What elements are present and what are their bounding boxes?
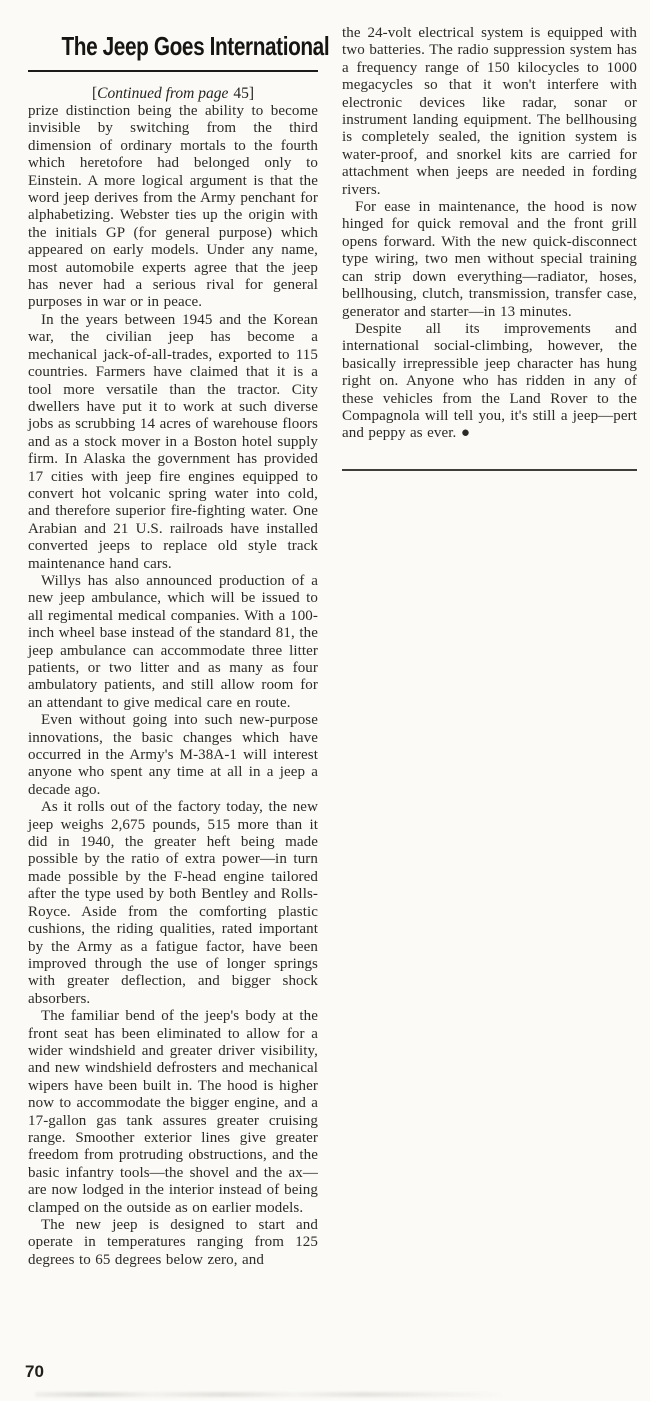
paragraph-right-3: Despite all its improvements and international social-climbing, however, the basically irrepressible jeep character has hung right on. Anyone who has ridden in any of these vehicles from the Land Rover to the Compagnola will tell you, it's still a jeep—pert and peppy as ever. ● (342, 320, 637, 442)
scan-noise-artifact (35, 1392, 505, 1397)
left-column (28, 30, 330, 1269)
paragraph-left-5: As it rolls out of the factory today, the new jeep weighs 2,675 pounds, 515 more than it did in 1940, the greater heft being made possible by the ratio of extra power—in turn made possible by the F-head engine tailored after the type used by both Bentley and Rolls-Royce. Aside from the comforting plastic cushions, the riding qualities, rated important by the Army as a fatigue factor, have been improved through the use of longer springs with greater deflection, and bigger shock absorbers. (28, 799, 318, 1007)
paragraph-left-7: The new jeep is designed to start and operate in temperatures ranging from 125 degrees to 65 degrees below zero, and (28, 1217, 318, 1268)
title-rule (28, 70, 318, 72)
paragraph-right-1: the 24-volt electrical system is equipped with two batteries. The radio suppression system has a frequency range of 150 kilocycles to 1000 megacycles so that it won't interfere with electronic devices like radar, sonar or instrument landing equipment. The bellhousing is completely sealed, the ignition system is water-proof, and snorkel kits are carried for attachment when jeeps are needed in fording rivers. (342, 25, 637, 198)
paragraph-left-4: Even without going into such new-purpose innovations, the basic changes which have occurred in the Army's M-38A-1 will interest anyone who spent any time at all in a jeep a decade ago. (28, 712, 318, 798)
continued-close-bracket: ] (248, 85, 254, 102)
article-header (28, 30, 330, 62)
paragraph-left-3: Willys has also announced production of a new jeep ambulance, which will be issued to all regimental medical companies. With a 100-inch wheel base instead of the standard 81, the jeep ambulance can accommodate three litter patients, or two litter and as many as four ambulatory patients, and still allow room for an attendant to give medical care en route. (28, 572, 318, 711)
continued-text: Continued from page (97, 85, 229, 102)
right-column (342, 25, 637, 479)
page-number: 70 (25, 1362, 44, 1381)
paragraph-left-2: In the years between 1945 and the Korean war, the civilian jeep has become a mechanical jack-of-all-trades, exported to 115 countries. Farmers have claimed that it is a tool more versatile than the tractor. City dwellers have put it to work at such diverse jobs as scrubbing 14 acres of warehouse floors and as a stock mover in a Boston hotel supply firm. In Alaska the government has provided 17 cities with jeep fire engines equipped to convert hot volcanic spring water into cold, and therefore superior fire-fighting water. One Arabian and 21 U.S. railroads have installed converted jeeps to replace old style track maintenance hand cars. (28, 311, 318, 572)
continued-open-bracket: [ (91, 85, 98, 102)
continued-page-number: 45 (233, 85, 249, 102)
paragraph-right-2: For ease in maintenance, the hood is now hinged for quick removal and the front grill opens forward. With the new quick-disconnect type wiring, two men without special training can strip down everything—radiator, hoses, bellhousing, clutch, transmission, transfer case, generator and starter—in 13 minutes. (342, 199, 637, 320)
article-title: The Jeep Goes International (61, 31, 330, 61)
paragraph-left-1: prize distinction being the ability to become invisible by switching from the third dimension of ordinary mortals to the fourth which heretofore had belonged only to Einstein. A more logical argument is that the word jeep derives from the Army penchant for alphabetizing. Webster ties up the origin with the initials GP (for general purpose) which appeared on early models. Under any name, most automobile experts agree that the jeep has never had a serious rival for general purposes in war or in peace. (28, 103, 318, 311)
paragraph-left-6: The familiar bend of the jeep's body at the front seat has been eliminated to allow for a wider windshield and greater driver visibility, and new windshield defrosters and mechanical wipers have been built in. The hood is higher now to accommodate the bigger engine, and a 17-gallon gas tank assures greater cruising range. Smoother exterior lines give greater freedom from protruding obstructions, and the basic infantry tools—the shovel and the ax—are now lodged in the interior instead of being clamped on the outside as on earlier models. (28, 1008, 318, 1216)
end-of-article-rule (342, 469, 637, 471)
continued-note (28, 85, 318, 103)
